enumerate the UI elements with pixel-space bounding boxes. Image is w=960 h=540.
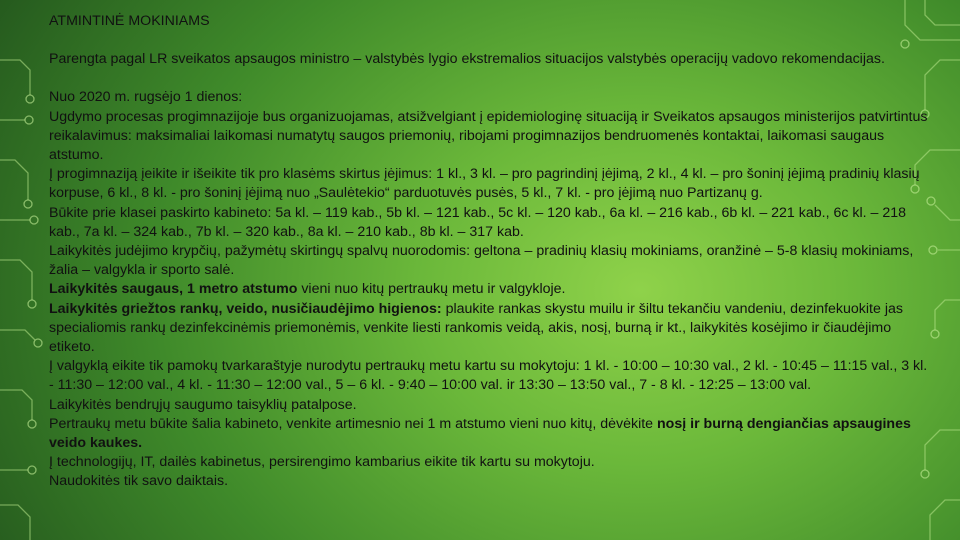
movement-directions-paragraph: Laikykitės judėjimo krypčių, pažymėtų skirtingų spalvų nuorodomis: geltona – pradinių klasių mokiniams, oranžinė – 5-8 klasių mokiniams, žalia – valgykla ir sporto salė. [49, 243, 914, 279]
intro-paragraph: Parengta pagal LR sveikatos apsaugos ministro – valstybės lygio ekstremalios situacijos valstybės operacijų vadovo rekomendacijas. [49, 51, 885, 68]
spacer [49, 69, 934, 88]
education-process-paragraph: Ugdymo procesas progimnazijoje bus organizuojamas, atsižvelgiant į epidemiologinę situaciją ir Sveikatos apsaugos ministerijos patvirtintus reikalavimus: maksimaliai laikomasi numatytų saugos priemonių, ribojami progimnazijos bendruomenės kontaktai, laikomasi saugaus atstumo. [49, 108, 928, 164]
classrooms-paragraph: Būkite prie klasei paskirto kabineto: 5a kl. – 119 kab., 5b kl. – 121 kab., 5c kl. – 120 kab., 6a kl. – 216 kab., 6b kl. – 221 kab., 6c kl. – 218 kab., 7a kl. – 324 kab., 7b kl. – 320 kab., 8a kl. – 210 kab., 8b kl. – 317 kab. [49, 204, 907, 240]
masks-emphasis: nosį ir burną dengiančias apsaugines veido kaukes. [49, 415, 911, 452]
hygiene-text: plaukite rankas skystu muilu ir šiltu tekančiu vandeniu, dezinfekuokite jas specialiomis rankų dezinfekcinėmis priemonėmis, venkite liesti rankomis veidą, akis, nosį, burną ir kt., laikykitės kosėjimo ir čiaudėjimo etiketo. [49, 300, 903, 356]
entrances-paragraph: Į progimnaziją įeikite ir išeikite tik pro klasėms skirtus įėjimus: 1 kl., 3 kl. – pro pagrindinį įėjimą, 2 kl., 4 kl. – pro šoninį įėjimą pradinių klasių korpuse, 6 kl., 8 kl. - pro šoninį įėjimą nuo „Saulėtekio“ parduotuvės pusės, 5 kl., 7 kl. - pro įėjimą nuo Partizanų g. [49, 166, 920, 202]
special-rooms-paragraph: Į technologijų, IT, dailės kabinetus, persirengimo kambarius eikite tik kartu su mokytoju. [49, 454, 595, 471]
memo-title: ATMINTINĖ MOKINIAMS [49, 13, 210, 29]
breaks-paragraph [49, 415, 934, 453]
distance-text: vieni nuo kitų pertraukų metu ir valgykloje. [297, 281, 566, 298]
date-line: Nuo 2020 m. rugsėjo 1 dienos: [49, 89, 243, 106]
distance-paragraph [49, 280, 934, 299]
memo-content [49, 12, 934, 492]
breaks-text: Pertraukų metu būkite šalia kabineto, venkite artimesnio nei 1 m atstumo vieni nuo kitų, dėvėkite [49, 415, 658, 432]
safety-rules-paragraph: Laikykitės bendrųjų saugumo taisyklių patalpose. [49, 396, 357, 413]
spacer [49, 31, 934, 50]
canteen-schedule-paragraph: Į valgyklą eikite tik pamokų tvarkaraštyje nurodytu pertraukų metu kartu su mokytoju: 1 kl. - 10:00 – 10:30 val., 2 kl. - 10:45 – 11:15 val., 3 kl. - 11:30 – 12:00 val., 4 kl. - 11:30 – 12:00 val., 5 – 6 kl. - 9:40 – 10:00 val. ir 13:30 – 13:50 val., 7 - 8 kl. - 12:25 – 13:00 val. [49, 358, 928, 394]
hygiene-emphasis: Laikykitės griežtos rankų, veido, nusičiaudėjimo higienos: [49, 300, 442, 317]
hygiene-paragraph [49, 300, 934, 358]
distance-emphasis: Laikykitės saugaus, 1 metro atstumo [49, 281, 298, 298]
own-items-paragraph: Naudokitės tik savo daiktais. [49, 473, 229, 490]
